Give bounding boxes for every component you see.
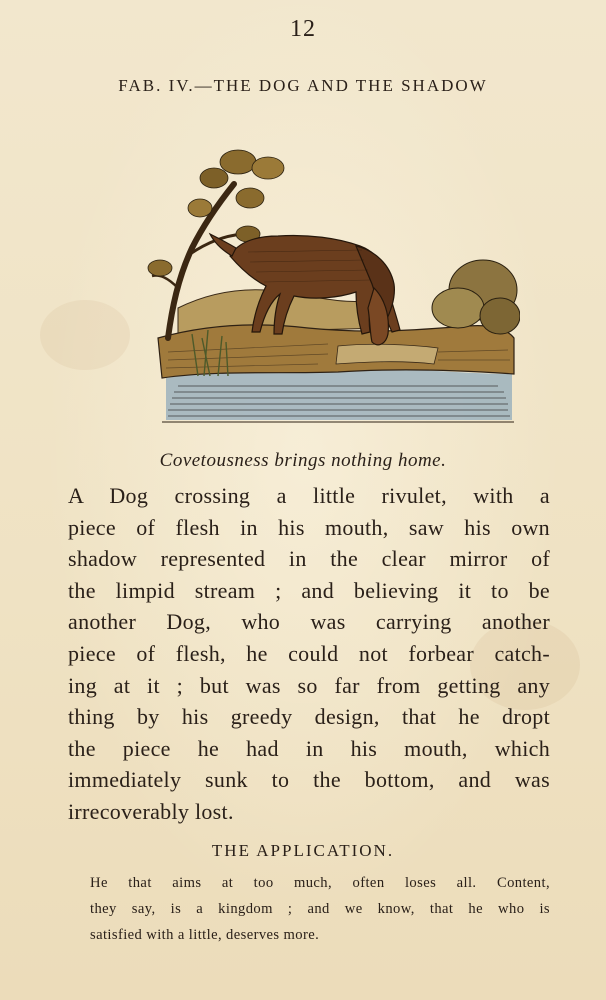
fable-line: the piece he had in his mouth, which	[68, 735, 550, 761]
paper-stain	[40, 300, 130, 370]
fable-line: immediately sunk to the bottom, and was	[68, 767, 550, 793]
fable-line: the limpid stream ; and believing it to be	[68, 577, 550, 603]
application-heading: THE APPLICATION.	[211, 841, 395, 860]
fable-line: irrecoverably lost.	[68, 798, 234, 824]
fable-line: piece of flesh, he could not forbear catch-	[68, 640, 550, 666]
fable-line: thing by his greedy design, that he dropt	[68, 704, 550, 730]
page-number: 12	[290, 16, 316, 42]
fable-line: piece of flesh in his mouth, saw his own	[68, 514, 550, 540]
fable-line: ing at it ; but was so far from getting any	[68, 672, 550, 698]
application-line: they say, is a kingdom ; and we know, that he who is	[90, 901, 550, 917]
fable-line: A Dog crossing a little rivulet, with a	[68, 483, 550, 508]
fable-line: shadow represented in the clear mirror of	[68, 546, 550, 572]
fable-title: FAB. IV.—THE DOG AND THE SHADOW	[118, 76, 488, 95]
stream-water	[166, 369, 512, 420]
bushes	[432, 260, 520, 334]
application-line: satisfied with a little, deserves more.	[90, 927, 320, 943]
fable-moral: Covetousness brings nothing home.	[159, 450, 447, 471]
application-line: He that aims at too much, often loses all. Content,	[90, 875, 550, 891]
fable-text	[68, 480, 550, 828]
application-text	[90, 870, 550, 948]
woodcut-illustration	[138, 138, 520, 438]
fable-line: another Dog, who was carrying another	[68, 609, 550, 635]
